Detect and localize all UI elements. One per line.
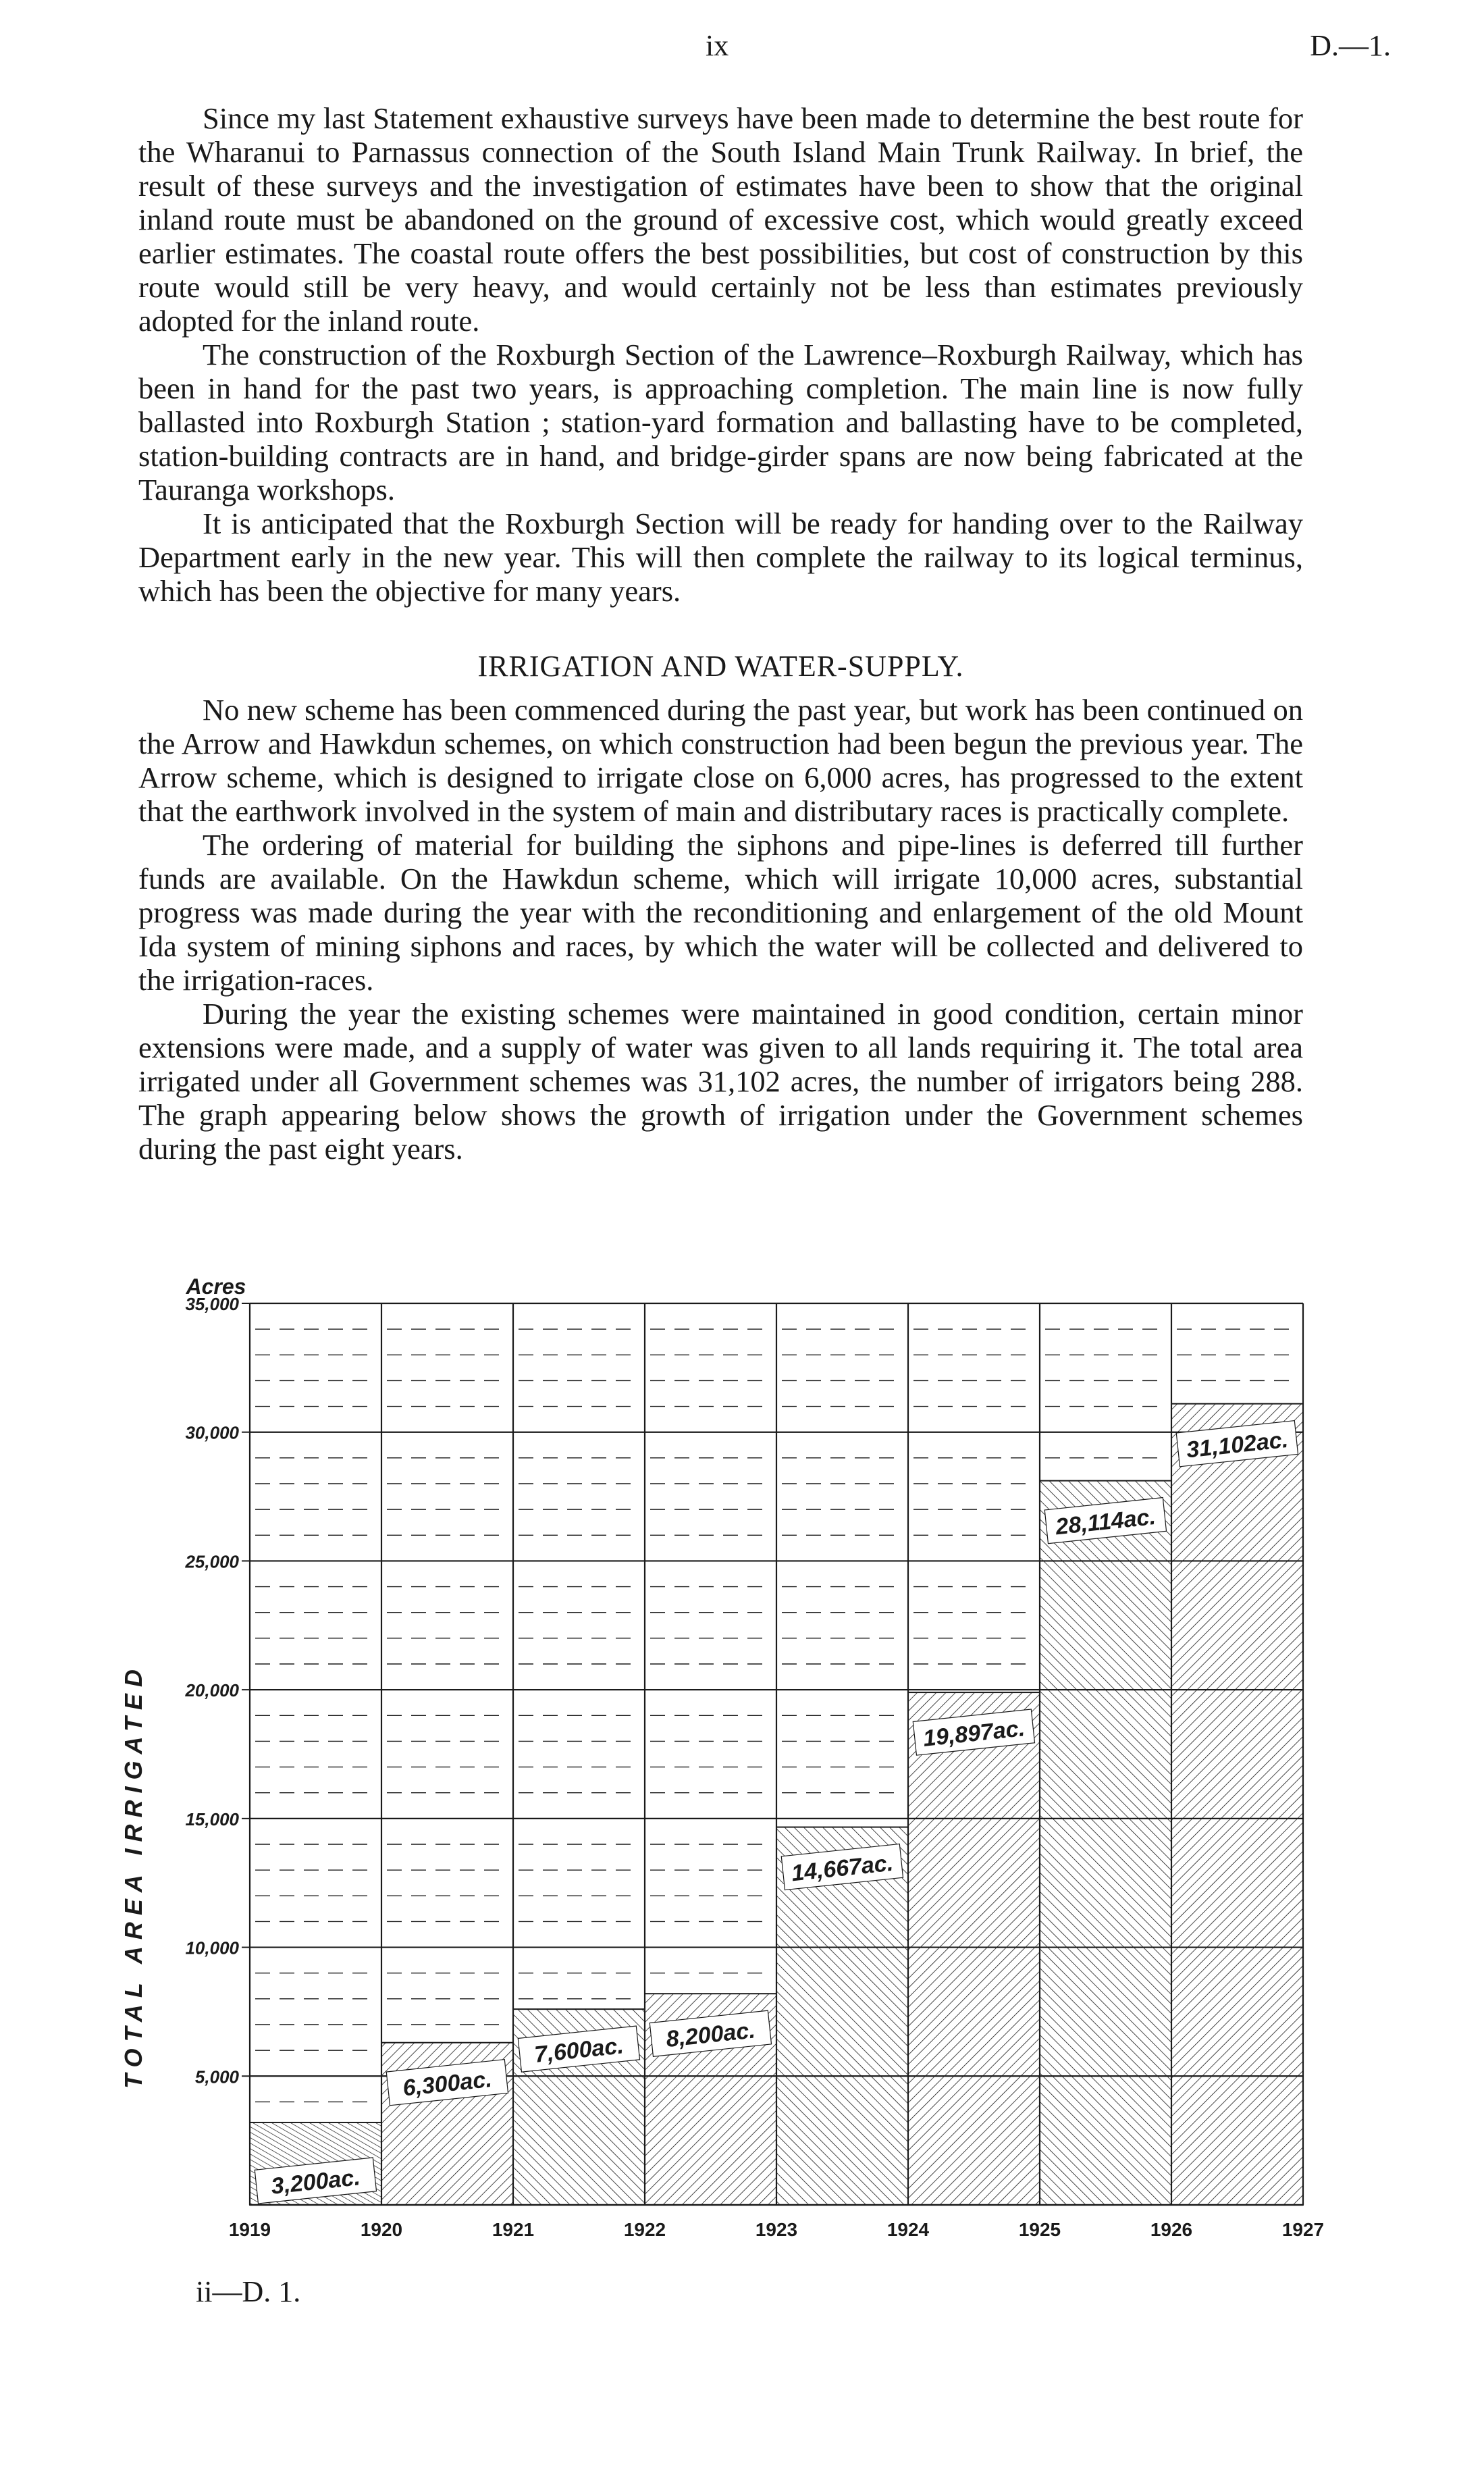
chart-svg: [115, 1263, 1330, 2262]
y-tick-label: 30,000: [185, 1422, 239, 1443]
x-tick-label: 1922: [623, 2219, 666, 2240]
data-label: 19,897ac.: [922, 1715, 1026, 1752]
irrigation-chart: [115, 1263, 1330, 2262]
x-tick-label: 1920: [360, 2219, 403, 2240]
bar-1924: [908, 1692, 1040, 2205]
paragraph: Since my last Statement exhaustive surveys have been made to determine the best route for the Wharanui to Parnassus connection of the South Island Main Trunk Railway. In brief, the result of these surveys and the investigation of estimates have been to show that the original inland route must be abandoned on the ground of excessive cost, which would greatly exceed earlier estimates. The coastal route offers the best possibilities, but cost of construction by this route would still be very heavy, and would certainly not be less than estimates previously adopted for the inland route.: [138, 101, 1303, 338]
paragraph: No new scheme has been commenced during the past year, but work has been continued on the Arrow and Hawkdun schemes, on which construction had been begun the previous year. The Arrow scheme, which is designed to irrigate close on 6,000 acres, has progressed to the extent that the earthwork involved in the system of main and distributary races is practically complete.: [138, 693, 1303, 828]
data-label: 14,667ac.: [790, 1850, 895, 1887]
x-tick-label: 1925: [1018, 2219, 1061, 2240]
bar-1926: [1171, 1404, 1303, 2205]
paragraph: It is anticipated that the Roxburgh Section will be ready for handing over to the Railway Department early in the new year. This will then complete the railway to its logical terminus, which has been the objective for many years.: [138, 506, 1303, 608]
y-tick-label: 15,000: [185, 1808, 239, 1829]
section-heading: IRRIGATION AND WATER-SUPPLY.: [477, 650, 964, 683]
page-number: ix: [706, 29, 729, 62]
data-label: 6,300ac.: [401, 2066, 494, 2102]
paragraph: The ordering of material for building the siphons and pipe-lines is deferred till further funds are available. On the Hawkdun scheme, which will irrigate 10,000 acres, substantial progress was made during the year with the reconditioning and enlargement of the old Mount Ida system of mining siphons and races, by which the water will be collected and delivered to the irrigation-races.: [138, 828, 1303, 997]
x-tick-label: 1921: [492, 2219, 535, 2240]
paragraph: During the year the existing schemes were maintained in good condition, certain minor extensions were made, and a supply of water was given to all lands requiring it. The total area irrigated under all Government schemes was 31,102 acres, the number of irrigators being 288. The graph appearing below shows the growth of irrigation under the Government schemes during the past eight years.: [138, 997, 1303, 1166]
data-label: 31,102ac.: [1185, 1426, 1290, 1463]
y-tick-label: 5,000: [194, 2066, 239, 2087]
x-tick-label: 1923: [755, 2219, 798, 2240]
body-text: [138, 101, 1303, 1166]
data-label: 28,114ac.: [1054, 1503, 1157, 1540]
x-tick-label: 1927: [1281, 2219, 1325, 2240]
y-tick-label: 20,000: [185, 1680, 239, 1701]
paragraph: The construction of the Roxburgh Section of the Lawrence–Roxburgh Railway, which has been in hand for the past two years, is approaching completion. The main line is now fully ballasted into Roxburgh Station ; station-yard formation and ballasting have to be completed, station-building contracts are in hand, and bridge-girder spans are now being fabricated at the Tauranga workshops.: [138, 338, 1303, 506]
data-label: 8,200ac.: [664, 2017, 757, 2053]
y-axis-unit: Acres: [186, 1274, 246, 1299]
y-tick-label: 25,000: [185, 1551, 239, 1572]
y-axis-title: TOTAL AREA IRRIGATED: [120, 1663, 147, 2089]
x-tick-label: 1919: [228, 2219, 271, 2240]
x-tick-label: 1926: [1150, 2219, 1193, 2240]
bar-1925: [1040, 1481, 1171, 2205]
data-label: 3,200ac.: [269, 2164, 362, 2199]
data-label: 7,600ac.: [533, 2033, 625, 2068]
document-reference: D.—1.: [1310, 29, 1391, 62]
footer-signature: ii—D. 1.: [196, 2275, 301, 2308]
y-tick-label: 10,000: [185, 1937, 239, 1958]
x-tick-label: 1924: [886, 2219, 930, 2240]
y-tick-label: 35,000: [185, 1294, 239, 1314]
